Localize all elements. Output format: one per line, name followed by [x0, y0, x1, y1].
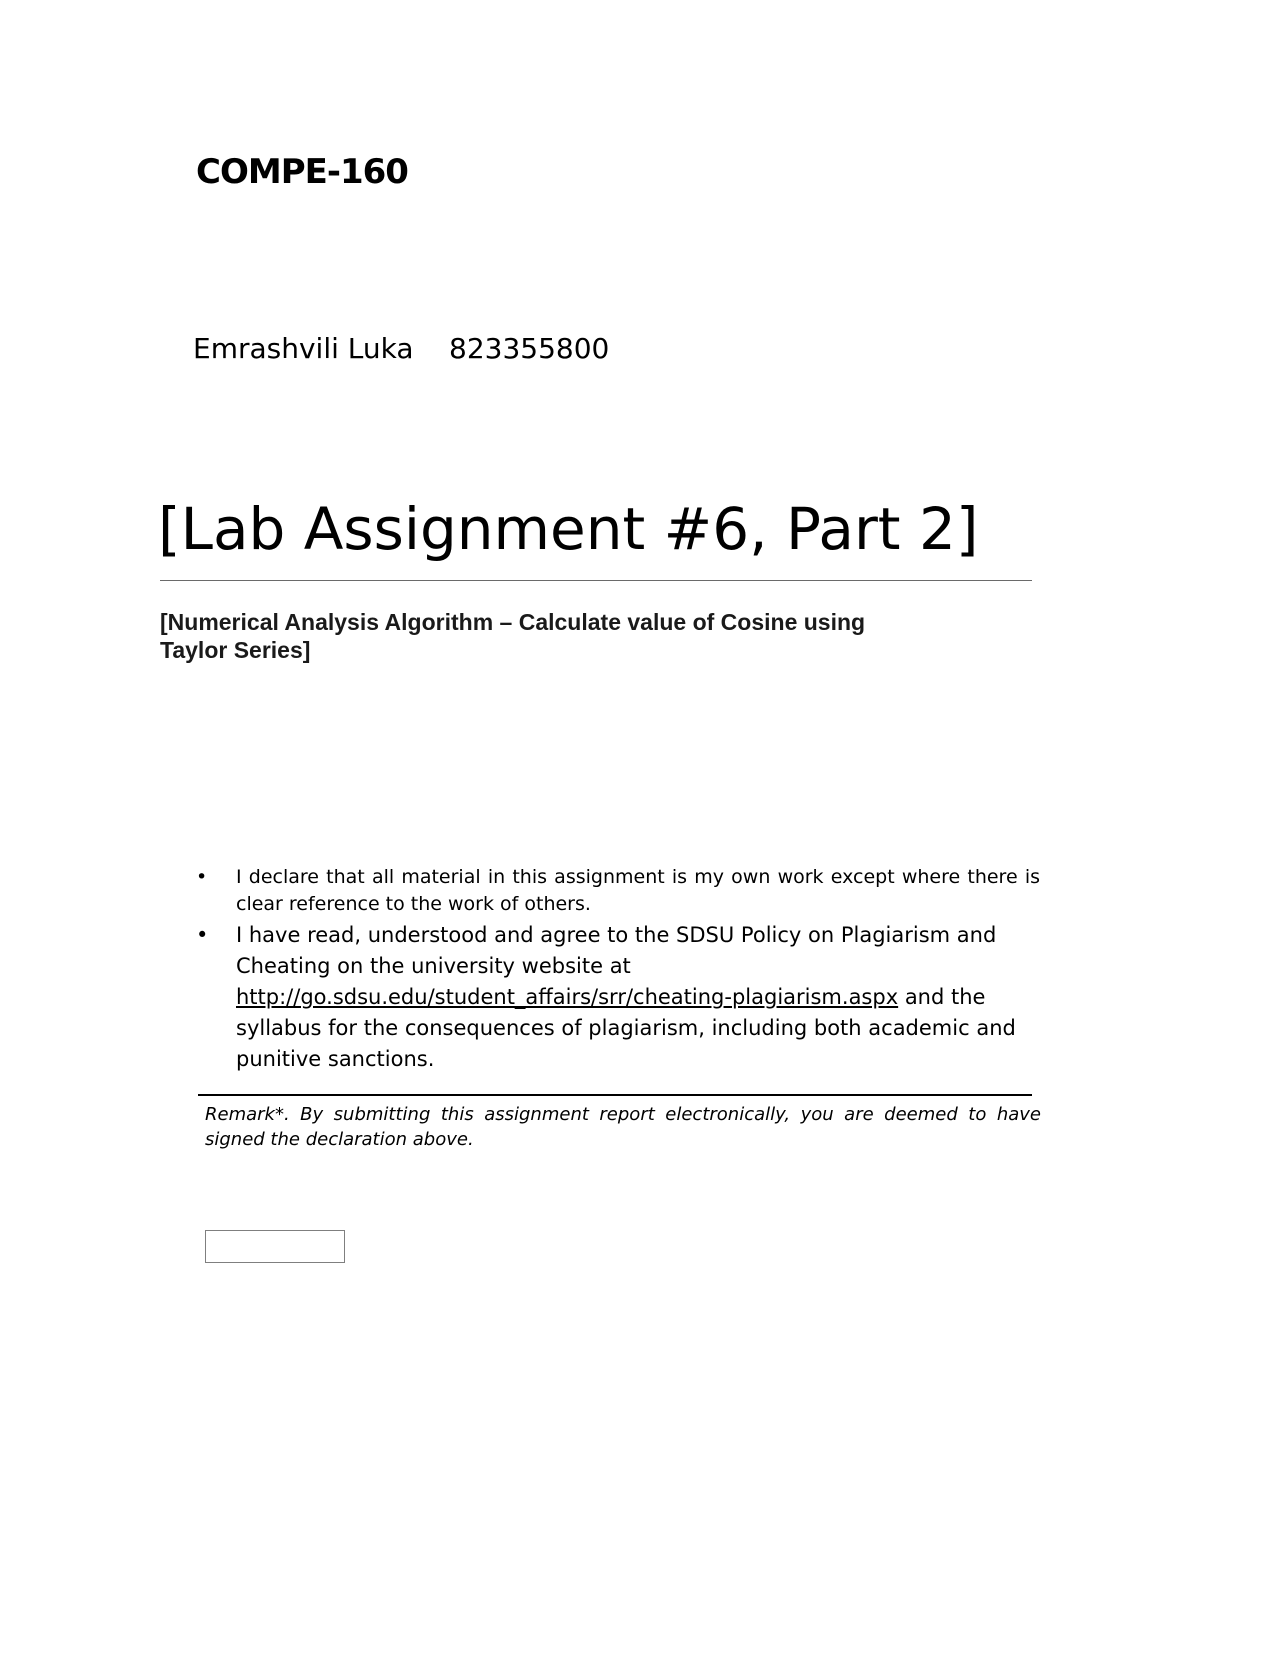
- declaration-text: I declare that all material in this assignment is my own work except where there is clear reference to the work of others.: [236, 866, 1040, 915]
- bullet-icon: •: [196, 866, 208, 888]
- assignment-title: [Lab Assignment #6, Part 2]: [158, 495, 979, 563]
- declaration-text-before-link: I have read, understood and agree to the SDSU Policy on Plagiarism and Cheating on the university website at: [236, 923, 997, 978]
- declaration-item-plagiarism-policy: [196, 920, 1040, 1075]
- student-id: 823355800: [449, 332, 610, 365]
- title-divider: [160, 580, 1032, 581]
- signature-line: [198, 1094, 1032, 1096]
- remark-text: Remark*. By submitting this assignment report electronically, you are deemed to have signed the declaration above.: [205, 1104, 1041, 1150]
- student-name: Emrashvili Luka: [193, 332, 414, 365]
- plagiarism-policy-link[interactable]: http://go.sdsu.edu/student_affairs/srr/cheating-plagiarism.aspx: [236, 985, 899, 1009]
- declaration-text-after-link: and the syllabus for the consequences of plagiarism, including both academic and punitive sanctions.: [236, 985, 1016, 1071]
- assignment-subtitle: [Numerical Analysis Algorithm – Calculate value of Cosine using Taylor Series]: [160, 609, 866, 663]
- student-info: [193, 332, 610, 365]
- course-code: COMPE-160: [196, 152, 408, 192]
- declaration-item-own-work: [196, 864, 1040, 918]
- signature-field[interactable]: [205, 1230, 345, 1263]
- bullet-icon: •: [196, 923, 209, 947]
- declaration-list: [196, 864, 1040, 1075]
